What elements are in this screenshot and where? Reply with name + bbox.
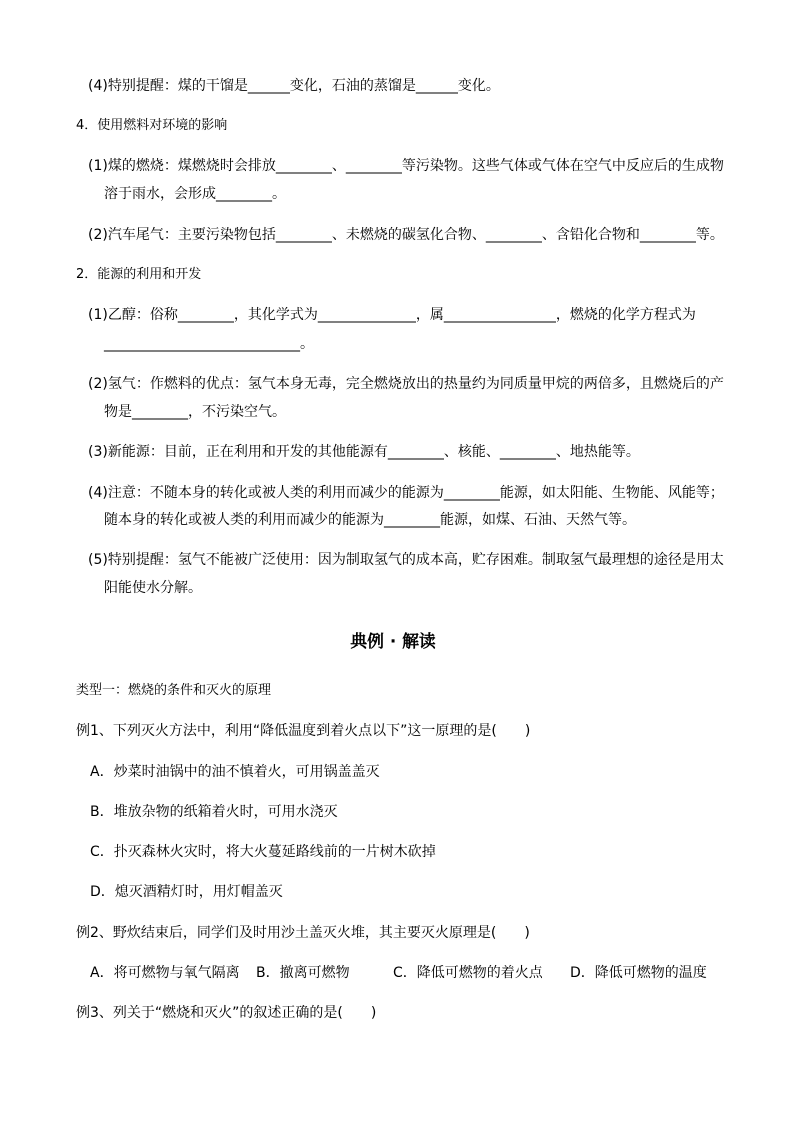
ethanol-line-2: ____________________________。 xyxy=(104,336,314,352)
new-energy-line: (3)新能源：目前，正在利用和开发的其他能源有________、核能、________、地热能等。 xyxy=(88,444,640,460)
coal-combustion-line-1: (1)煤的燃烧：煤燃烧时会排放________、________等污染物。这些气体或气体在空气中反应后的生成物 xyxy=(88,158,724,174)
renewable-note-line-2: 随本身的转化或被人类的利用而减少的能源为________能源，如煤、石油、天然气等。 xyxy=(104,512,636,528)
example-1-option-c: C．扑灭森林火灾时，将大火蔓延路线前的一片树木砍掉 xyxy=(90,844,436,860)
car-exhaust-line: (2)汽车尾气：主要污染物包括________、未燃烧的碳氢化合物、________、含铅化合物和________等。 xyxy=(88,227,724,243)
example-1-option-b: B．堆放杂物的纸箱着火时，可用水浇灭 xyxy=(90,804,338,820)
example-1-option-d: D．熄灭酒精灯时，用灯帽盖灭 xyxy=(90,884,283,900)
ethanol-line-1: (1)乙醇：俗称________，其化学式为______________，属________________，燃烧的化学方程式为 xyxy=(88,307,696,323)
hydrogen-note-line-1: (5)特别提醒：氢气不能被广泛使用：因为制取氢气的成本高，贮存困难。制取氢气最理想的途径是用太 xyxy=(88,552,724,568)
examples-title: 典例 · 解读 xyxy=(350,632,436,652)
hydrogen-note-line-2: 阳能使水分解。 xyxy=(104,580,202,596)
example-2-option-b: B．撤离可燃物 xyxy=(256,965,350,981)
type1-heading: 类型一：燃烧的条件和灭火的原理 xyxy=(76,683,272,698)
renewable-note-line-1: (4)注意：不随本身的转化或被人类的利用而减少的能源为________能源，如太阳能、生物能、风能等； xyxy=(88,485,724,501)
example-1-option-a: A．炒菜时油锅中的油不慎着火，可用锅盖盖灭 xyxy=(90,764,380,780)
hydrogen-line-1: (2)氢气：作燃料的优点：氢气本身无毒，完全燃烧放出的热量约为同质量甲烷的两倍多，且燃烧后的产 xyxy=(88,376,724,392)
example-2-option-a: A．将可燃物与氧气隔离 xyxy=(90,965,240,981)
environment-heading: 4．使用燃料对环境的影响 xyxy=(76,118,228,133)
energy-heading: 2．能源的利用和开发 xyxy=(76,267,202,282)
example-2-question: 例2、野炊结束后，同学们及时用沙土盖灭火堆，其主要灭火原理是( ) xyxy=(76,925,530,941)
example-2-option-c: C．降低可燃物的着火点 xyxy=(393,965,543,981)
coal-combustion-line-2: 溶于雨水，会形成________。 xyxy=(104,186,286,202)
example-2-option-d: D．降低可燃物的温度 xyxy=(570,965,707,981)
example-1-question: 例1、下列灭火方法中，利用“降低温度到着火点以下”这一原理的是( ) xyxy=(76,723,531,739)
fuel-note-item-4: (4)特别提醒：煤的干馏是______变化，石油的蒸馏是______变化。 xyxy=(88,78,500,94)
example-3-question: 例3、列关于“燃烧和灭火”的叙述正确的是( ) xyxy=(76,1005,377,1021)
hydrogen-line-2: 物是________，不污染空气。 xyxy=(104,404,286,420)
